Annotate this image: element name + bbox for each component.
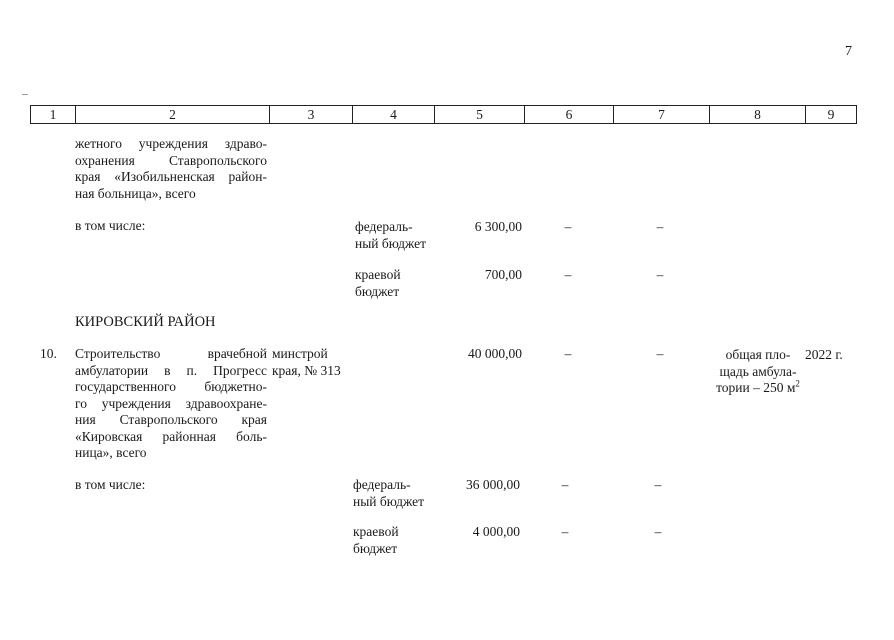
cont-regional-source: краевой бюджет (355, 267, 401, 299)
cont-regional-amount: 700,00 (484, 267, 522, 282)
item-name-line: Строительство врачебной (75, 346, 267, 361)
item-number: 10. (40, 346, 57, 361)
item-federal-col7: – (654, 477, 662, 492)
cont-federal-amount: 6 300,00 (474, 219, 522, 234)
cont-federal-source: федераль- ный бюджет (355, 219, 427, 251)
cont-federal-col7: – (656, 219, 664, 234)
header-col-9: 9 (827, 107, 835, 122)
header-col-5: 5 (435, 106, 525, 123)
item-result: общая пло- щадь амбула- тории – 250 $м^2$ (716, 347, 800, 395)
district-heading: КИРОВСКИЙ РАЙОН (75, 314, 216, 330)
cont-name-line: ная больница», всего (75, 185, 196, 201)
cont-name-cell (75, 136, 267, 202)
item-name-line: амбулатории в п. Прогресс (75, 362, 267, 378)
item-year: 2022 г. (805, 347, 843, 362)
margin-mark (22, 94, 28, 95)
table-header-row (30, 105, 857, 124)
header-col-3: 3 (270, 106, 353, 123)
cont-including-label: в том числе: (75, 218, 146, 233)
item-responsible: минстрой края, № 313 (272, 346, 341, 378)
item-name-line: ния Ставропольского края (75, 412, 267, 427)
item-federal-source: федераль- ный бюджет (353, 477, 425, 509)
item-federal-col6: – (561, 477, 569, 492)
item-regional-col6: – (561, 524, 569, 539)
header-col-8: 8 (710, 106, 806, 123)
item-name-line: «Кировская районная боль- (75, 428, 267, 444)
item-including-label: в том числе: (75, 477, 146, 492)
page-number: 7 (845, 44, 852, 59)
item-amount: 40 000,00 (468, 346, 522, 361)
item-name-line: ница», всего (75, 445, 147, 460)
item-name-line: государственного бюджетно- (75, 379, 267, 394)
header-col-2: 2 (76, 106, 270, 123)
cont-name-line: края «Изобильненская район- (75, 169, 267, 184)
header-col-6: 6 (525, 106, 614, 123)
cont-regional-col6: – (564, 267, 572, 282)
header-col-7: 7 (614, 106, 710, 123)
item-col6: – (564, 346, 572, 361)
item-regional-source: краевой бюджет (353, 524, 399, 556)
item-federal-amount: 36 000,00 (466, 477, 520, 492)
header-col-1: 1 (31, 106, 76, 123)
item-name-cell (75, 346, 267, 462)
item-name-line: го учреждения здравоохране- (75, 395, 267, 411)
cont-name-line: жетного учреждения здраво- (75, 136, 267, 151)
item-col7: – (656, 346, 664, 361)
cont-federal-col6: – (564, 219, 572, 234)
cont-regional-col7: – (656, 267, 664, 282)
item-regional-col7: – (654, 524, 662, 539)
header-col-4: 4 (353, 106, 435, 123)
cont-name-line: охранения Ставропольского (75, 152, 267, 168)
item-regional-amount: 4 000,00 (472, 524, 520, 539)
